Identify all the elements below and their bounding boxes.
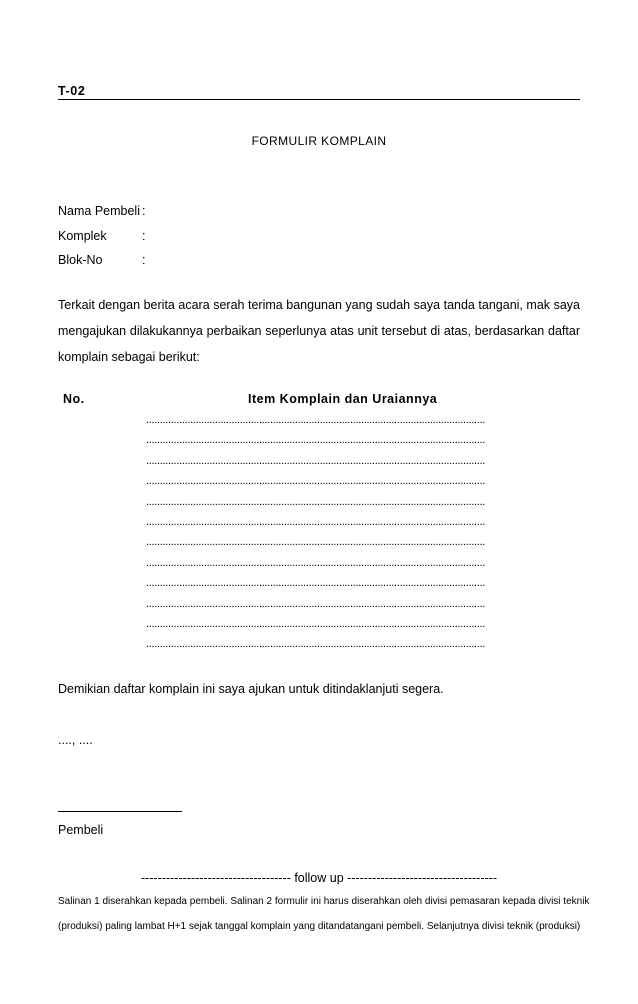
note-line: (produksi) paling lambat H+1 sejak tanggal komplain yang ditandatangani pembeli. Selanjutnya divisi teknik (produksi) xyxy=(58,921,581,932)
complaint-row-line: ........................................................................................................................... xyxy=(146,434,486,447)
closing-statement: Demikian daftar komplain ini saya ajukan untuk ditindaklanjuti segera. xyxy=(58,682,444,696)
signature-role: Pembeli xyxy=(58,823,104,837)
intro-paragraph xyxy=(58,292,580,370)
page-title: FORMULIR KOMPLAIN xyxy=(251,134,387,148)
column-header-no: No. xyxy=(63,392,85,406)
complaint-row-line: ........................................................................................................................... xyxy=(146,414,486,426)
complaint-row-line: ........................................................................................................................... xyxy=(146,475,486,488)
intro-line: Terkait dengan berita acara serah terima bangunan yang sudah saya tanda tangani, mak saya xyxy=(58,298,580,312)
intro-line: mengajukan dilakukannya perbaikan seperlunya atas unit tersebut di atas, berdasarkan daftar xyxy=(58,324,580,338)
note-line: Salinan 1 diserahkan kepada pembeli. Salinan 2 formulir ini harus diserahkan oleh divisi pemasaran kepada divisi teknik xyxy=(58,896,590,907)
followup-divider: ------------------------------------ follow up ------------------------------------ xyxy=(141,871,497,885)
complaint-row-line: ........................................................................................................................... xyxy=(146,618,486,630)
complaint-row-line: ........................................................................................................................... xyxy=(146,597,486,610)
complaint-row-line: ........................................................................................................................... xyxy=(146,454,486,467)
complaint-row-line: ........................................................................................................................... xyxy=(146,516,486,528)
column-header-item: Item Komplain dan Uraiannya xyxy=(248,392,438,406)
complaint-row-line: ........................................................................................................................... xyxy=(146,638,486,651)
complaint-row-line: ........................................................................................................................... xyxy=(146,495,486,508)
field-label: Nama Pembeli xyxy=(58,204,140,218)
complaint-row-line: ........................................................................................................................... xyxy=(146,577,486,590)
place-date: ...., .... xyxy=(58,733,93,747)
field-separator: : xyxy=(142,204,146,218)
header-rule xyxy=(58,99,580,100)
signature-line xyxy=(58,811,182,812)
complaint-row-line: ........................................................................................................................... xyxy=(146,536,486,549)
field-label: Blok-No xyxy=(58,253,103,267)
field-komplek xyxy=(58,229,145,243)
complaint-row-line: ........................................................................................................................... xyxy=(146,556,486,569)
field-blok-no xyxy=(58,253,145,267)
field-label: Komplek xyxy=(58,229,107,243)
field-nama-pembeli xyxy=(58,204,145,218)
intro-line: komplain sebagai berikut: xyxy=(58,350,200,364)
field-separator: : xyxy=(142,229,146,243)
field-separator: : xyxy=(142,253,146,267)
followup-note xyxy=(58,889,590,939)
form-code: T-02 xyxy=(58,84,86,98)
